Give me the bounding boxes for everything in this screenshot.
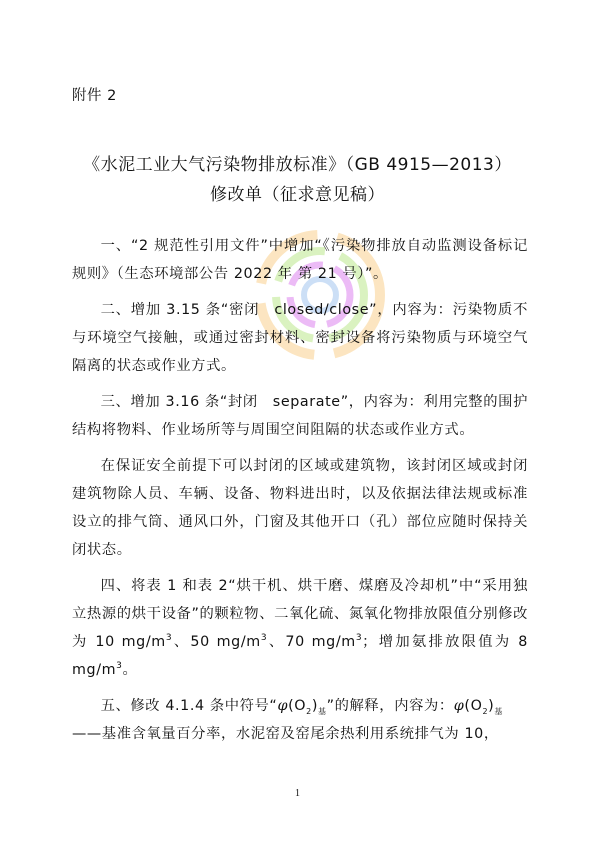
p6-text-a: 五、修改 4.1.4 条中符号“ [100, 698, 278, 714]
p5-text-c: 、70 mg/m [267, 634, 356, 650]
paragraph-3: 三、增加 3.16 条“封闭 separate”，内容为：利用完整的围护结构将物料、作业场所等与周围空间阻隔的状态或作业方式。 [72, 394, 528, 438]
subscript-2: 2 [306, 706, 312, 716]
subscript-base: 基 [318, 706, 327, 716]
p6-text-b: ”的解释，内容为： [326, 698, 454, 714]
document-subtitle: 修改单（征求意见稿） [210, 185, 385, 205]
p5-text-e: 。 [122, 662, 138, 678]
p5-text-a: 四、将表 1 和表 2“烘干机、烘干磨、煤磨及冷却机”中“采用独立热源的烘干设备”的颗粒物、二氧化硫、氮氧化物排放限值分别修改为 10 mg/m [72, 578, 528, 650]
paragraph-2: 二、增加 3.15 条“密闭 closed/close”，内容为：污染物质不与环境空气接触，或通过密封材料、密封设备将污染物质与环境空气隔离的状态或作业方式。 [72, 302, 528, 374]
o2-open: (O [464, 698, 483, 714]
superscript-3: 3 [165, 633, 173, 644]
document-title: 《水泥工业大气污染物排放标准》（GB 4915—2013） [83, 155, 512, 175]
attachment-label: 附件 2 [72, 88, 117, 104]
page-number: 1 [295, 788, 300, 799]
o2-open: (O [288, 698, 307, 714]
o2-close: ) [488, 698, 495, 714]
superscript-3: 3 [260, 633, 268, 644]
document-body [72, 232, 528, 756]
superscript-3: 3 [116, 661, 123, 672]
phi-symbol: φ [277, 698, 289, 714]
p5-text-d: ；增加氨排放限值为 8 mg/m [72, 634, 528, 678]
phi-symbol: φ [453, 698, 465, 714]
paragraph-6 [72, 692, 528, 720]
p5-text-b: 、50 mg/m [172, 634, 261, 650]
subscript-2: 2 [482, 706, 489, 716]
o2-close: ) [311, 698, 318, 714]
paragraph-4: 在保证安全前提下可以封闭的区域或建筑物，该封闭区域或封闭建筑物除人员、车辆、设备、物料进出时，以及依据法律法规或标准设立的排气筒、通风口外，门窗及其他开口（孔）部位应随时保持关闭状态。 [72, 458, 528, 558]
subscript-base: 基 [494, 706, 503, 716]
paragraph-6-continued: ——基准含氧量百分率，水泥窑及窑尾余热利用系统排气为 10， [72, 726, 499, 742]
superscript-3: 3 [355, 633, 363, 644]
paragraph-1: 一、“2 规范性引用文件”中增加“《污染物排放自动监测设备标记规则》（生态环境部公告 2022 年 第 21 号）”。 [72, 238, 528, 282]
paragraph-5 [72, 572, 528, 684]
